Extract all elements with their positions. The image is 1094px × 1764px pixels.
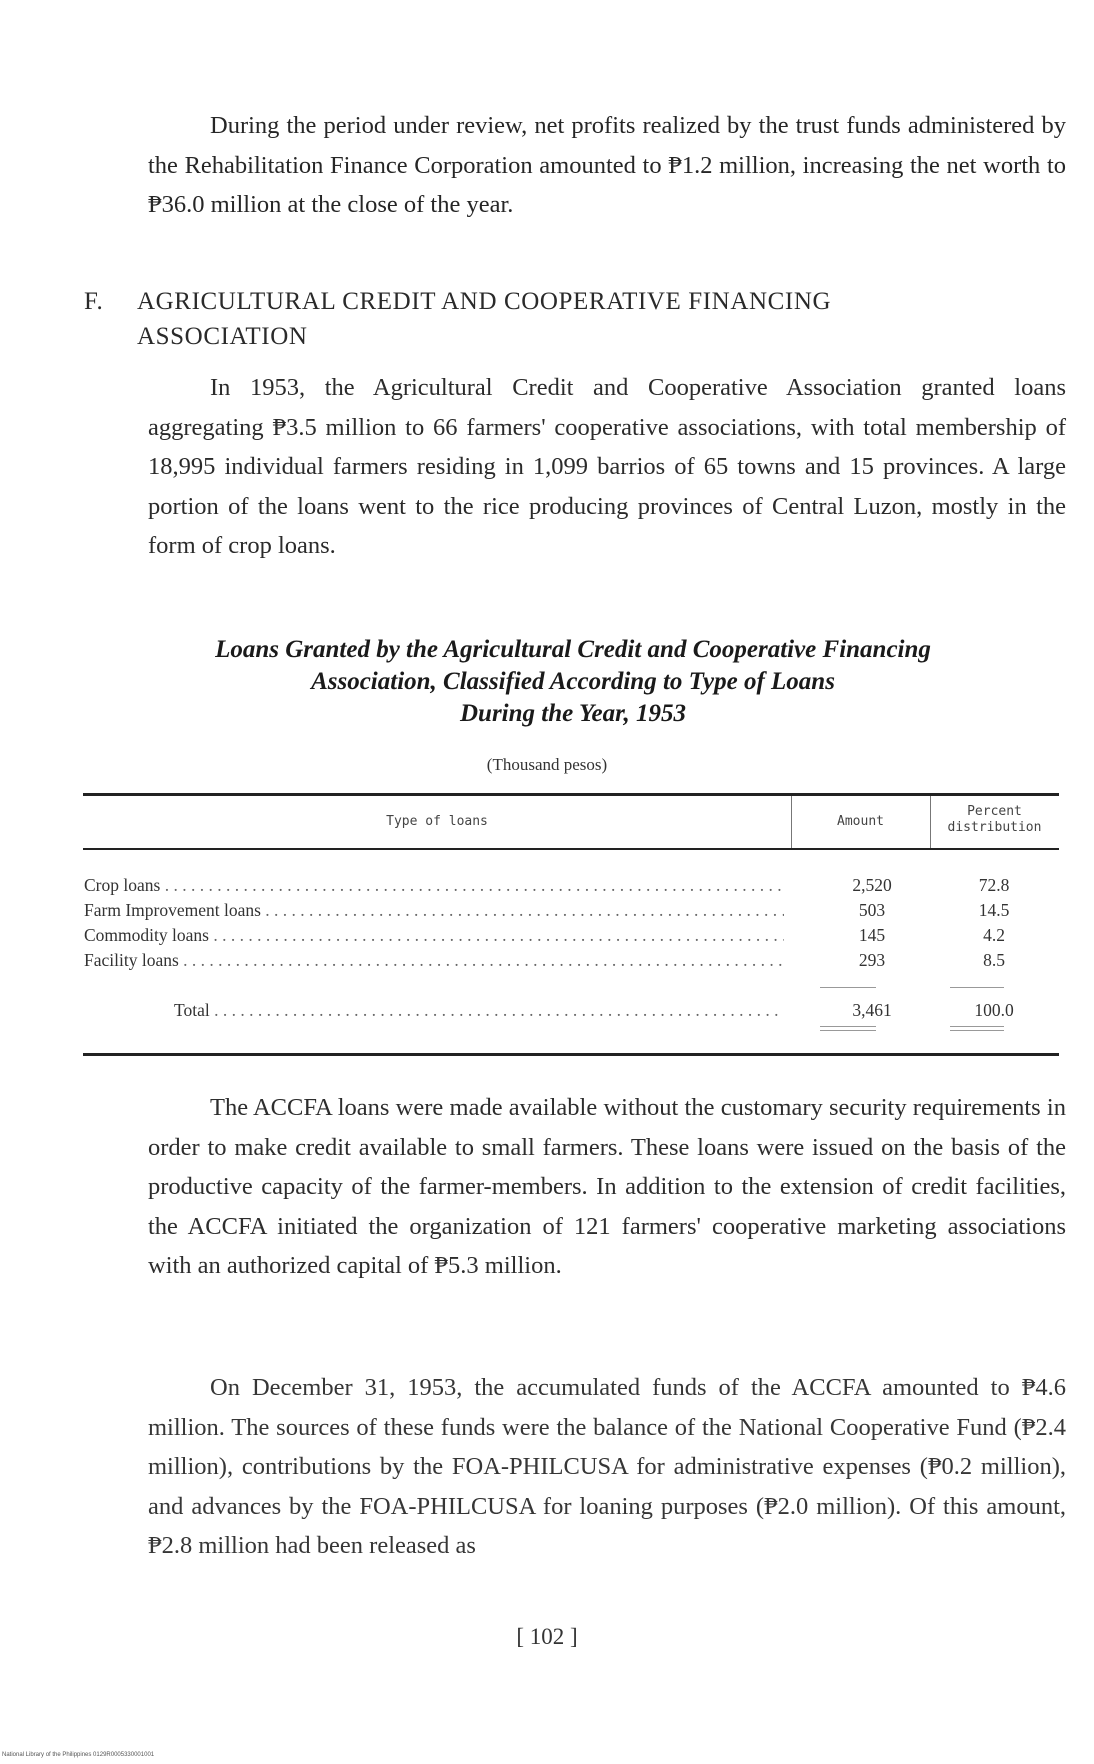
page-number: [ 102 ] [516,1624,578,1649]
table-header-rule [83,848,1059,850]
double-underline [950,1026,1004,1027]
paragraph-accfa-security: The ACCFA loans were made available without the customary security requirements in order to make credit available to small farmers. These loans were issued on the basis of the productive capacity of the farmer-members. In addition to the extension of credit facilities, the ACCFA initiated the organization of 121 farmers' cooperative marketing associations with an authorized capital of ₱5.3 million. [148,1094,1066,1279]
paragraph-accfa-funds: On December 31, 1953, the accumulated funds of the ACCFA amounted to ₱4.6 million. The sources of these funds were the balance of the National Cooperative Fund (₱2.4 million), contributions by the FOA-PHILCUSA for administrative expenses (₱0.2 million), and advances by the FOA-PHILCUSA for loaning purposes (₱2.0 million). Of this amount, ₱2.8 million had been released as [148,1374,1066,1559]
row-type: Commodity loans . . . [84,925,784,946]
header-percent-line1: Percent [967,804,1022,819]
header-amount: Amount [837,814,884,829]
table-bottom-rule [83,1053,1059,1056]
row-percent: 14.5 [978,900,1010,920]
double-underline [950,1030,1004,1031]
section-letter: F. [84,288,104,315]
total-label: Total . . . [174,1000,784,1021]
subtotal-rule [820,987,876,988]
row-type: Facility loans . . . [84,950,784,971]
section-title-line1: AGRICULTURAL CREDIT AND COOPERATIVE FINANCING [137,288,832,315]
table-row [84,950,1059,975]
total-amount: 3,461 [852,1000,892,1020]
total-percent: 100.0 [974,1000,1014,1020]
row-percent: 72.8 [978,875,1010,895]
table-row [84,925,1059,950]
header-percent-line2: distribution [947,820,1042,835]
row-type: Crop loans . . . [84,875,784,896]
section-heading [84,284,1064,354]
table-title-line2: Association, Classified According to Type of Loans [311,668,835,695]
row-percent: 8.5 [983,950,1005,970]
double-underline [820,1030,876,1031]
paragraph-accfa-loans: In 1953, the Agricultural Credit and Cooperative Association granted loans aggregating ₱3.5 million to 66 farmers' cooperative associations, with total membership of 18,995 individual farmers residing in 1,099 barrios of 65 towns and 15 provinces. A large portion of the loans went to the rice producing provinces of Central Luzon, mostly in the form of crop loans. [148,374,1066,559]
table-title-line1: Loans Granted by the Agricultural Credit and Cooperative Financing [215,636,931,663]
header-type-of-loans: Type of loans [386,814,488,829]
row-amount: 293 [858,950,886,970]
double-underline [820,1026,876,1027]
header-percent-distribution [930,804,1059,836]
row-type: Farm Improvement loans . . . [84,900,784,921]
table-total-row [84,1000,1059,1025]
table-row [84,900,1059,925]
row-amount: 145 [858,925,886,945]
table-top-rule [83,793,1059,796]
table-title-line3: During the Year, 1953 [460,700,686,727]
section-title-line2: ASSOCIATION [137,323,308,350]
row-amount: 503 [858,900,886,920]
subtotal-rule [950,987,1004,988]
table-unit: (Thousand pesos) [486,755,608,774]
library-stamp: National Library of the Philippines 0129R0005330001001 [2,1752,155,1758]
paragraph-net-profits: During the period under review, net profits realized by the trust funds administered by the Rehabilitation Finance Corporation amounted to ₱1.2 million, increasing the net worth to ₱36.0 million at the close of the year. [148,112,1066,218]
row-amount: 2,520 [852,875,892,895]
table-row [84,875,1059,900]
row-percent: 4.2 [983,925,1005,945]
table-title [80,634,1066,730]
